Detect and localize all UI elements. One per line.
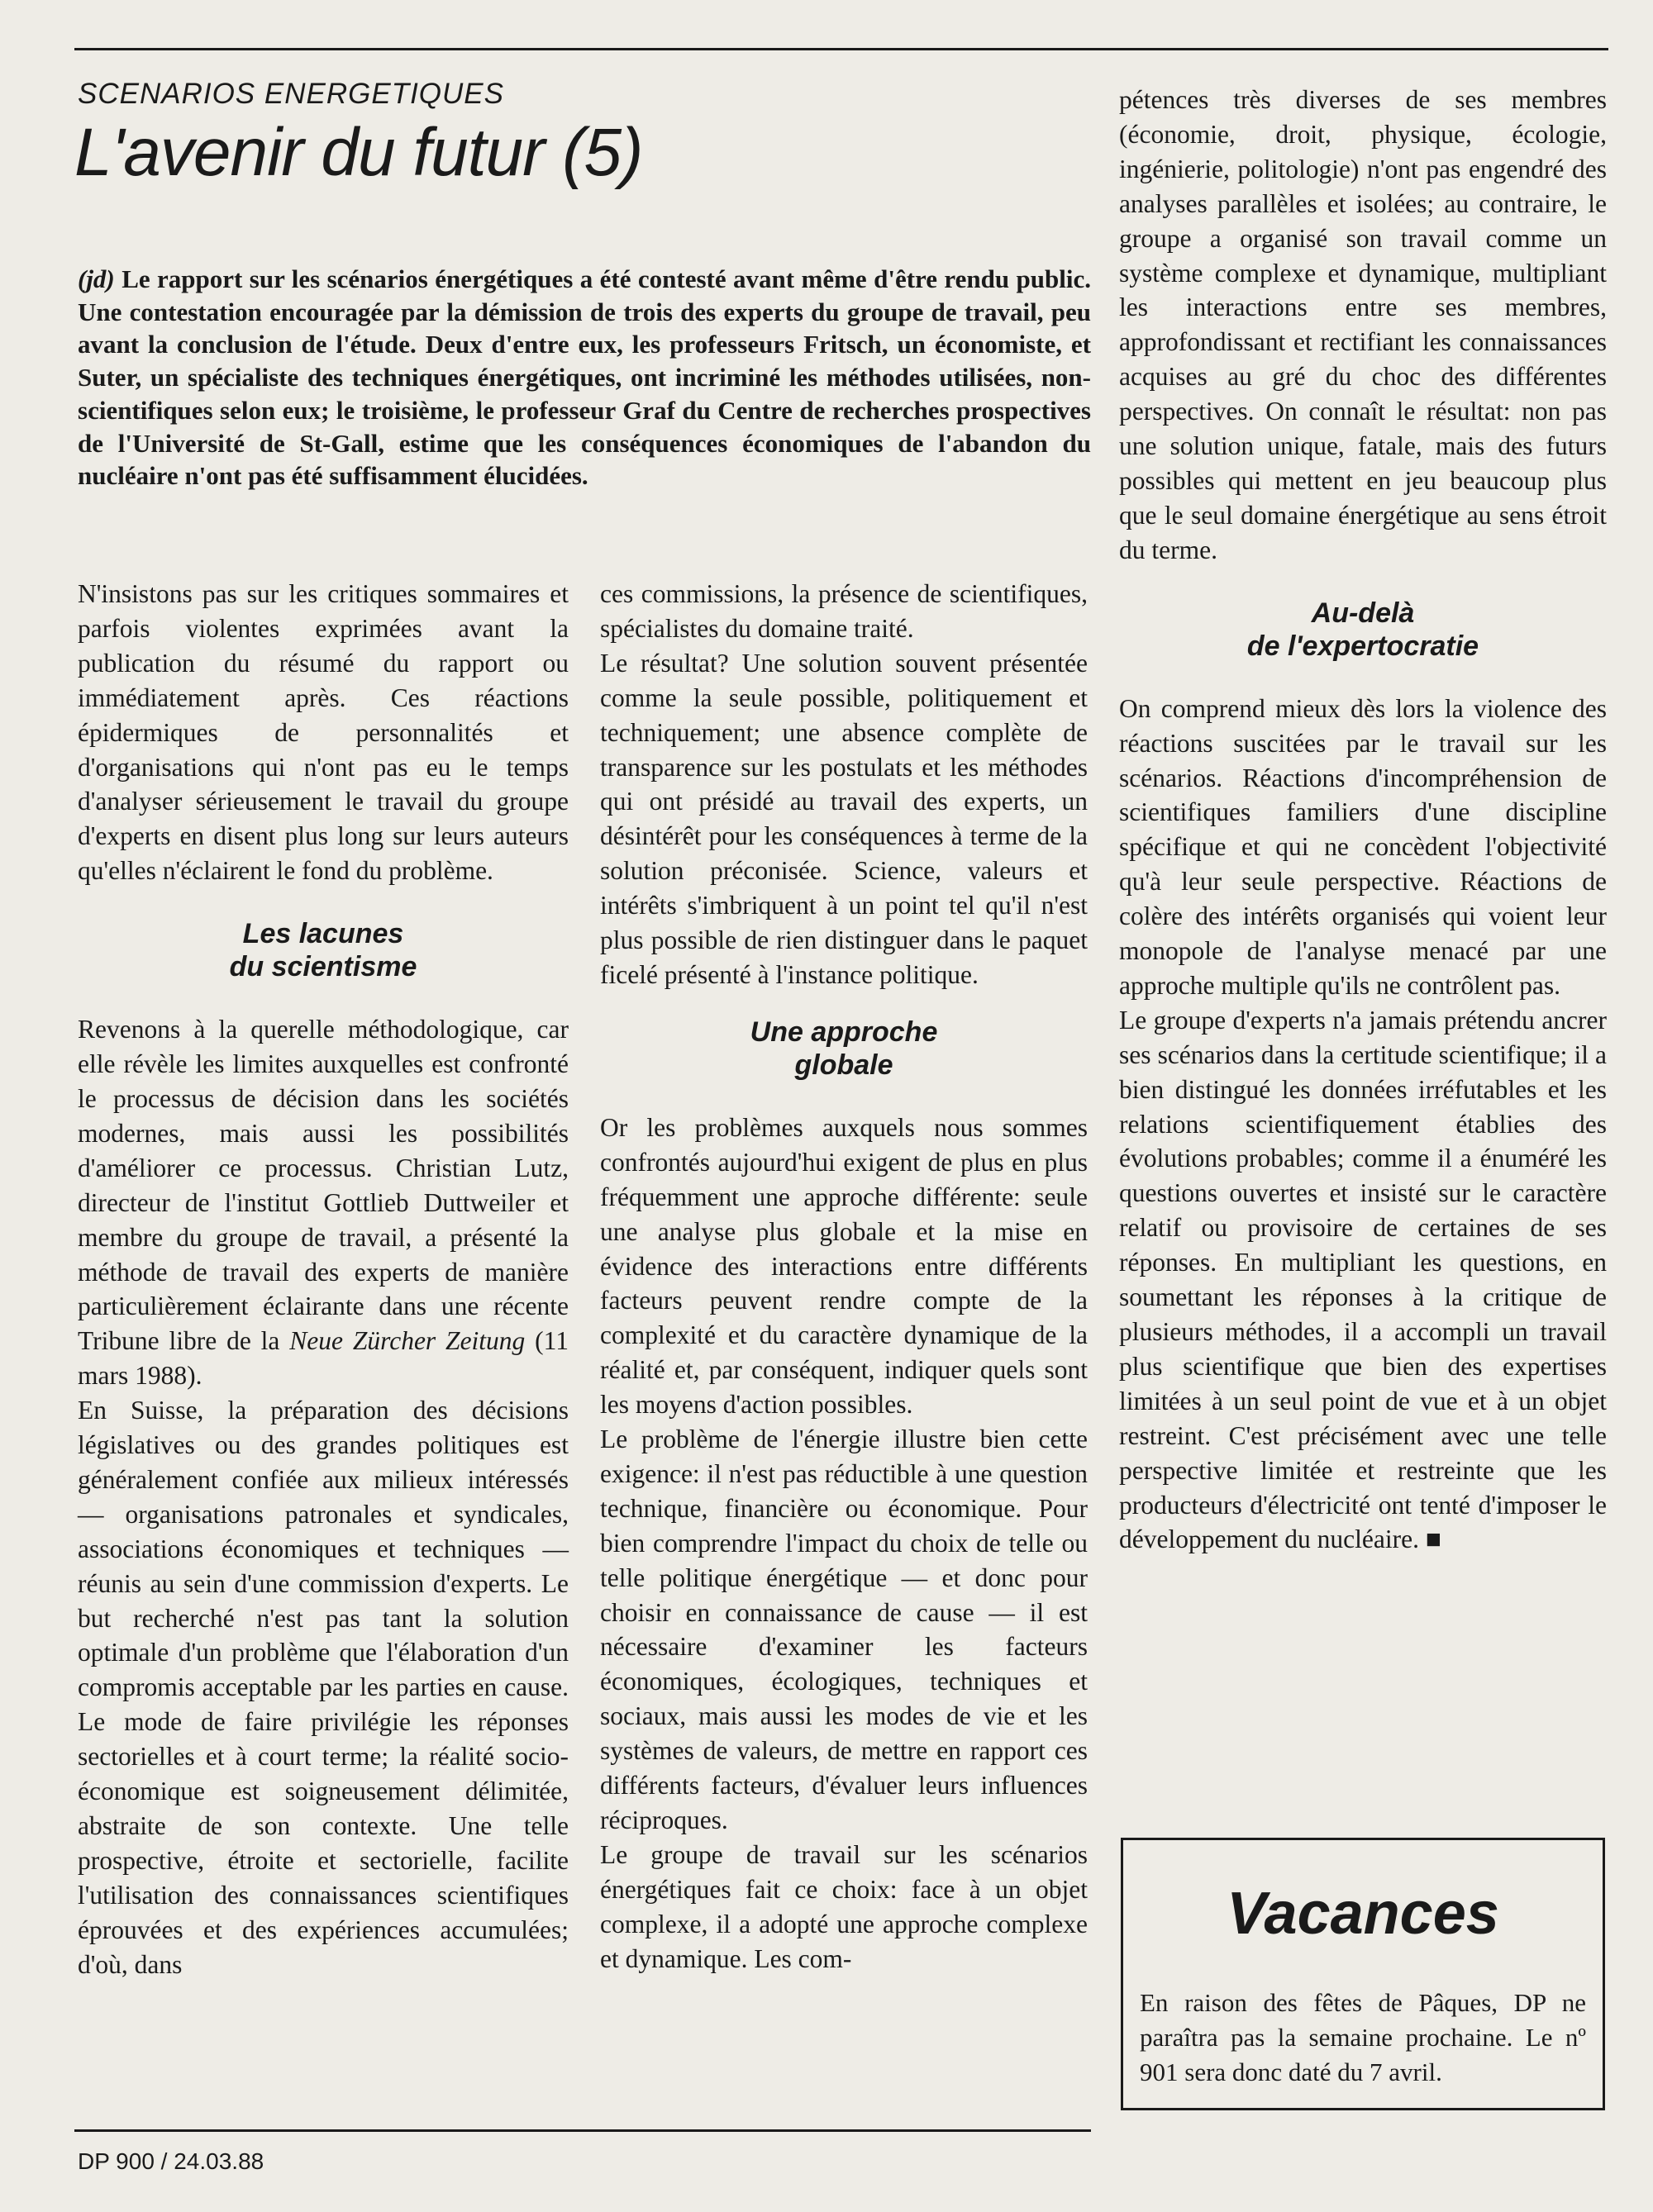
- author-tag: (jd): [78, 264, 115, 293]
- paragraph: ces commissions, la présence de scientifiques, spécialistes du domaine traité.: [600, 579, 1088, 643]
- subheading-approche: Une approche globale: [750, 1016, 938, 1081]
- paragraph: Or les problèmes auxquels nous sommes confrontés aujourd'hui exigent de plus en plus fréquemment une approche différente: seule une analyse plus globale et la mise en évidence des interactions entre différents facteurs peuvent rendre compte de la complexité et du caractère dynamique de la réalité et, par conséquent, indiquer quels sont les moyens d'action possibles.: [600, 1112, 1088, 1420]
- issue-footer: DP 900 / 24.03.88: [78, 2148, 264, 2174]
- column-3: [1119, 83, 1607, 1557]
- subheading-expertocratie: Au-delà de l'expertocratie: [1246, 597, 1479, 662]
- paragraph: pétences très diverses de ses membres (économie, droit, physique, écologie, ingénierie, politologie) n'ont pas engendré des analyses parallèles et isolées; au contraire, le groupe a organisé son travail comme un système complexe et dynamique, multipliant les interactions entre ses membres, approfondissant et rectifiant les connaissances acquises au gré du choc des différentes perspectives. On connaît le résultat: non pas une solution unique, fatale, mais des futurs possibles qui mettent en jeu beaucoup plus que le seul domaine énergétique au sens étroit du terme.: [1119, 85, 1607, 564]
- bottom-rule: [74, 2129, 1091, 2132]
- subheading-lacunes: Les lacunes du scientisme: [229, 918, 417, 983]
- top-rule: [74, 48, 1608, 50]
- paragraph: Le problème de l'énergie illustre bien cette exigence: il n'est pas réductible à une question technique, financière ou économique. Pour bien comprendre l'impact du choix de telle ou telle politique énergétique — et donc pour choisir en connaissance de cause — il est nécessaire d'examiner les facteurs économiques, écologiques, techniques et sociaux, mais aussi les modes de vie et les systèmes de valeurs, de mettre en rapport ces différents facteurs, d'évaluer leurs influences réciproques.: [600, 1425, 1088, 1834]
- article-title: L'avenir du futur (5): [74, 115, 643, 190]
- vacances-text: En raison des fêtes de Pâques, DP ne paraîtra pas la semaine prochaine. Le nº 901 sera donc daté du 7 avril.: [1140, 1988, 1586, 2086]
- paragraph: En Suisse, la préparation des décisions législatives ou des grandes politiques est généralement confiée aux milieux intéressés — organisations patronales et syndicales, associations économiques et techniques — réunis au sein d'une commission d'experts. Le but recherché n'est pas tant la solution optimale d'un problème que l'élaboration d'un compromis acceptable par les parties en cause. Le mode de faire privilégie les réponses sectorielles et à court terme; la réalité socio-économique est soigneusement délimitée, abstraite de son contexte. Une telle prospective, étroite et sectorielle, facilite l'utilisation des connaissances scientifiques éprouvées et des expériences accumulées; d'où, dans: [78, 1396, 569, 1979]
- column-2: [600, 577, 1088, 1977]
- column-1: [78, 577, 569, 1982]
- vacances-title: Vacances: [1227, 1881, 1499, 1947]
- paragraph: Le groupe de travail sur les scénarios énergétiques fait ce choix: face à un objet complexe, il a adopté une approche complexe et dynamique. Les com-: [600, 1839, 1088, 1973]
- paragraph: N'insistons pas sur les critiques sommaires et parfois violentes exprimées avant la publication du résumé du rapport ou immédiatement après. Ces réactions épidermiques de personnalités et d'organisations qui n'ont pas eu le temps d'analyser sérieusement le travail du groupe d'experts en disent plus long sur leurs auteurs qu'elles n'éclairent le fond du problème.: [78, 579, 569, 886]
- lead-text: Le rapport sur les scénarios énergétiques a été contesté avant même d'être rendu public. Une contestation encouragée par la démission de trois des experts du groupe de travail, peu avant la conclusion de l'étude. Deux d'entre eux, les professeurs Fritsch, un économiste, et Suter, un spécialiste des techniques énergétiques, ont incriminé les méthodes utilisées, non-scientifiques selon eux; le troisième, le professeur Graf du Centre de recherches prospectives de l'Université de St-Gall, estime que les conséquences économiques de l'abandon du nucléaire n'ont pas été suffisamment élucidées.: [78, 264, 1091, 491]
- lead-paragraph: [78, 263, 1091, 492]
- section-kicker: SCENARIOS ENERGETIQUES: [78, 78, 504, 110]
- paragraph: Revenons à la querelle méthodologique, car elle révèle les limites auxquelles est confronté le processus de décision dans les sociétés modernes, mais aussi les possibilités d'améliorer ce processus. Christian Lutz, directeur de l'institut Gottlieb Duttweiler et membre du groupe de travail, a présenté la méthode de travail des experts de manière particulièrement éclairante dans une récente Tribune libre de la Neue Zürcher Zeitung (11 mars 1988).: [78, 1015, 569, 1391]
- paragraph: Le résultat? Une solution souvent présentée comme la seule possible, politiquement et techniquement; une absence complète de transparence sur les postulats et les méthodes qui ont présidé au travail des experts, un désintérêt pour les conséquences à terme de la solution préconisée. Science, valeurs et intérêts s'imbriquent à un point tel qu'il n'est plus possible de rien distinguer dans le paquet ficelé présenté à l'instance politique.: [600, 648, 1088, 989]
- vacances-box: [1121, 1838, 1605, 2110]
- newspaper-name: Neue Zürcher Zeitung: [289, 1326, 526, 1356]
- paragraph: Le groupe d'experts n'a jamais prétendu ancrer ses scénarios dans la certitude scientifique; il a bien distingué les données irréfutables et les relations scientifiquement établies des évolutions probables; comme il a énuméré les questions ouvertes et insisté sur le caractère relatif ou provisoire de certaines de ses réponses. En multipliant les questions, en soumettant les réponses à la critique de plusieurs méthodes, il a accompli un travail plus scientifique que bien des expertises limitées à un seul point de vue et à un objet restreint. C'est précisément avec une telle perspective limitée et restreinte que les producteurs d'électricité ont tenté d'imposer le développement du nucléaire. ■: [1119, 1005, 1607, 1554]
- paragraph: On comprend mieux dès lors la violence des réactions suscitées par le travail sur les scénarios. Réactions d'incompréhension de scientifiques familiers d'une discipline spécifique et qui ne concèdent l'objectivité qu'à leur seule perspective. Réactions de colère des intérêts organisés qui voient leur monopole de l'analyse menacé par une approche multiple qu'ils ne contrôlent pas.: [1119, 693, 1607, 1000]
- end-mark-icon: ■: [1425, 1525, 1441, 1554]
